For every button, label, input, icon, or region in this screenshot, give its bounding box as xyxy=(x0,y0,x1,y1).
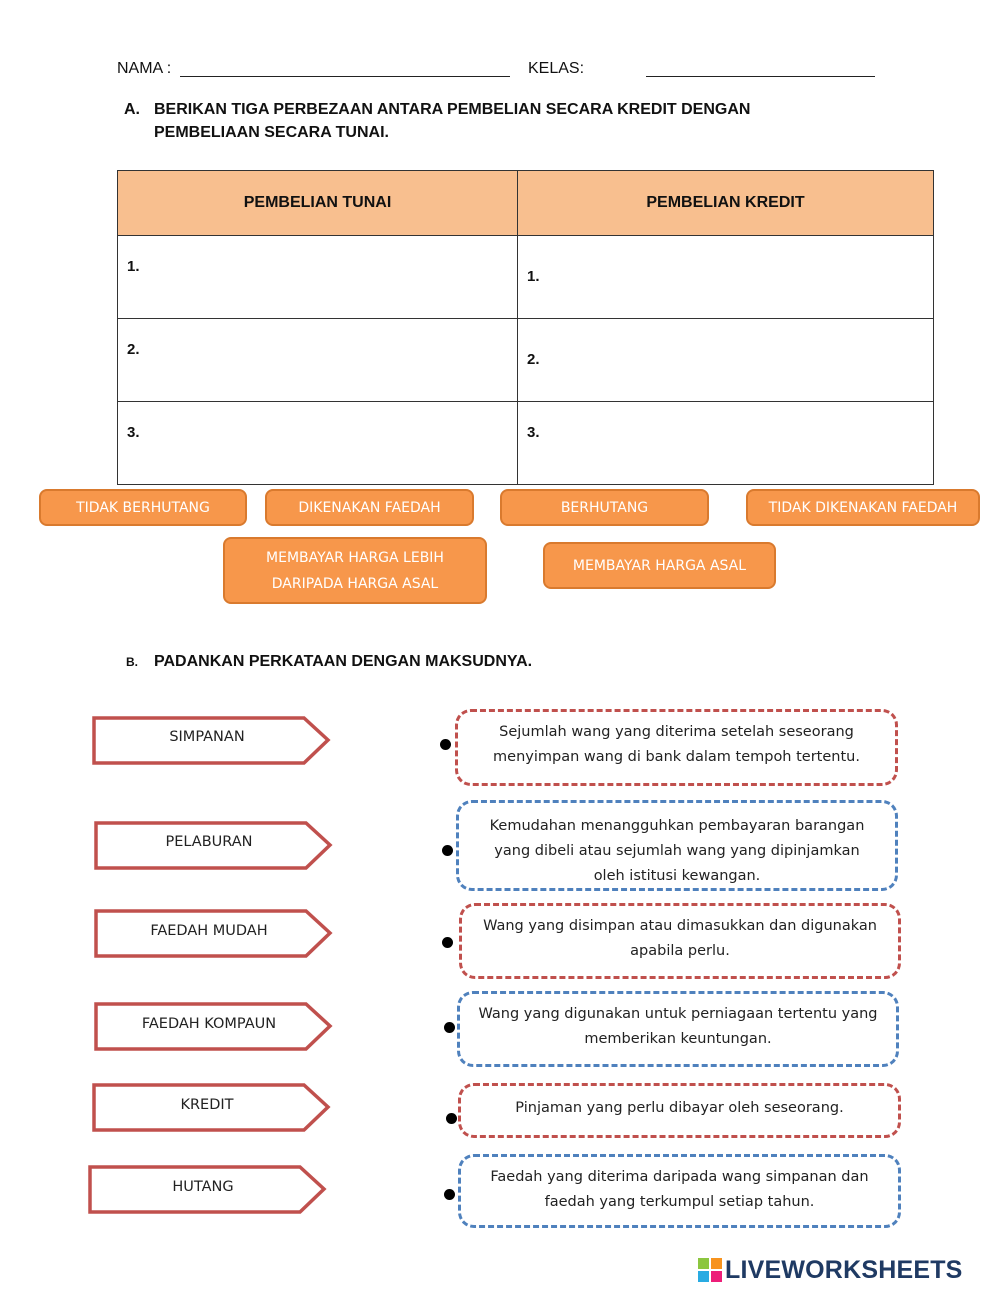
credit-answer-cell-1[interactable] xyxy=(518,236,934,319)
cash-answer-cell-3[interactable] xyxy=(118,402,518,485)
credit-answer-cell-2[interactable] xyxy=(518,319,934,402)
liveworksheets-logo xyxy=(698,1256,963,1284)
term-simpanan: SIMPANAN xyxy=(169,729,245,745)
liveworksheets-icon xyxy=(698,1258,722,1282)
match-dot-2[interactable] xyxy=(442,845,453,856)
term-pelaburan: PELABURAN xyxy=(165,834,253,850)
name-input-line[interactable] xyxy=(180,76,510,77)
option-membayar-harga-lebih[interactable]: MEMBAYAR HARGA LEBIH DARIPADA HARGA ASAL xyxy=(223,537,487,604)
option-membayar-harga-asal[interactable]: MEMBAYAR HARGA ASAL xyxy=(543,542,776,589)
row-number: 1. xyxy=(127,258,140,275)
row-number: 2. xyxy=(527,351,540,368)
table-header-credit: PEMBELIAN KREDIT xyxy=(518,171,934,236)
match-dot-3[interactable] xyxy=(442,937,453,948)
definition-box-1: Sejumlah wang yang diterima setelah seseorang menyimpan wang di bank dalam tempoh tertentu. xyxy=(455,709,898,786)
row-number: 3. xyxy=(127,424,140,441)
term-kredit: KREDIT xyxy=(180,1097,234,1113)
definition-box-4: Wang yang digunakan untuk perniagaan tertentu yang memberikan keuntungan. xyxy=(457,991,899,1067)
section-a-title xyxy=(154,98,874,144)
name-label: NAMA : xyxy=(117,60,172,77)
option-tidak-berhutang[interactable]: TIDAK BERHUTANG xyxy=(39,489,247,526)
cash-answer-cell-1[interactable] xyxy=(118,236,518,319)
credit-answer-cell-3[interactable] xyxy=(518,402,934,485)
logo-text: LIVEWORKSHEETS xyxy=(725,1255,963,1284)
table-row xyxy=(118,236,934,319)
term-faedah-mudah: FAEDAH MUDAH xyxy=(150,923,268,939)
class-label: KELAS: xyxy=(528,60,585,77)
term-hutang: HUTANG xyxy=(172,1179,234,1195)
row-number: 2. xyxy=(127,341,140,358)
definition-box-5: Pinjaman yang perlu dibayar oleh seseorang. xyxy=(458,1083,901,1138)
definition-box-6: Faedah yang diterima daripada wang simpanan dan faedah yang terkumpul setiap tahun. xyxy=(458,1154,901,1228)
option-tidak-dikenakan-faedah[interactable]: TIDAK DIKENAKAN FAEDAH xyxy=(746,489,980,526)
table-row xyxy=(118,319,934,402)
cash-answer-cell-2[interactable] xyxy=(118,319,518,402)
match-dot-1[interactable] xyxy=(440,739,451,750)
term-faedah-kompaun: FAEDAH KOMPAUN xyxy=(141,1016,277,1032)
table-row xyxy=(118,402,934,485)
class-input-line[interactable] xyxy=(646,76,875,77)
section-a-marker: A. xyxy=(124,101,140,118)
answer-table xyxy=(117,170,934,485)
option-berhutang[interactable]: BERHUTANG xyxy=(500,489,709,526)
section-b-title: PADANKAN PERKATAAN DENGAN MAKSUDNYA. xyxy=(154,653,533,670)
definition-box-2: Kemudahan menangguhkan pembayaran barangan yang dibeli atau sejumlah wang yang dipinjamkan oleh istitusi kewangan. xyxy=(456,800,898,891)
section-b-marker: B. xyxy=(126,655,138,669)
definition-box-3: Wang yang disimpan atau dimasukkan dan digunakan apabila perlu. xyxy=(459,903,901,979)
match-dot-4[interactable] xyxy=(444,1022,455,1033)
match-dot-5[interactable] xyxy=(446,1113,457,1124)
section-a-title-line1: BERIKAN TIGA PERBEZAAN ANTARA PEMBELIAN SECARA KREDIT DENGAN xyxy=(154,101,751,118)
match-dot-6[interactable] xyxy=(444,1189,455,1200)
option-dikenakan-faedah[interactable]: DIKENAKAN FAEDAH xyxy=(265,489,474,526)
table-header-cash: PEMBELIAN TUNAI xyxy=(118,171,518,236)
section-a-title-line2: PEMBELIAAN SECARA TUNAI. xyxy=(154,124,389,141)
row-number: 1. xyxy=(527,268,540,285)
row-number: 3. xyxy=(527,424,540,441)
